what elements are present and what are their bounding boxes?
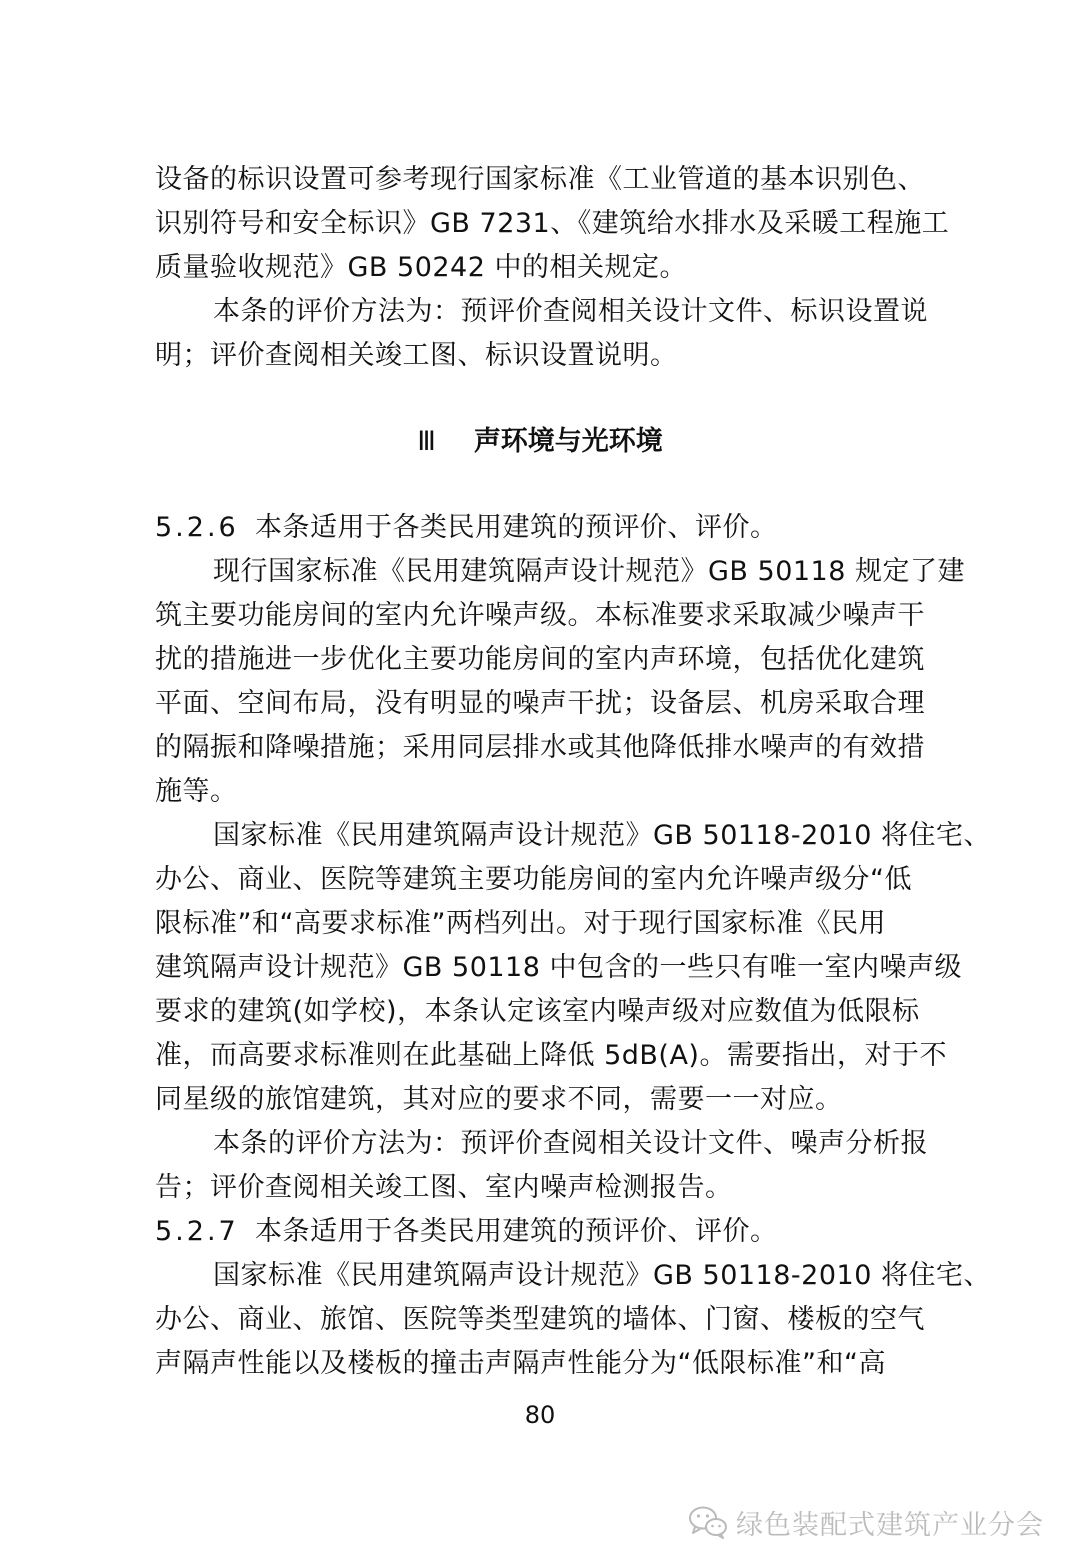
body-text-line: 告；评价查阅相关竣工图、室内噪声检测报告。 (155, 1172, 733, 1203)
section-title: 声环境与光环境 (473, 426, 663, 457)
body-text-line: 本条的评价方法为：预评价查阅相关设计文件、噪声分析报 (213, 1128, 928, 1159)
body-text-line: 同星级的旅馆建筑，其对应的要求不同，需要一一对应。 (155, 1084, 843, 1115)
body-text-line: 办公、商业、医院等建筑主要功能房间的室内允许噪声级分“低 (155, 864, 912, 895)
page-number: 80 (524, 1401, 556, 1429)
body-text-line: 限标准”和“高要求标准”两档列出。对于现行国家标准《民用 (155, 908, 886, 939)
section-numeral: Ⅲ (417, 426, 436, 457)
body-text-line: 现行国家标准《民用建筑隔声设计规范》GB 50118 规定了建 (213, 556, 966, 587)
clause-number: 5.2.6 (155, 512, 239, 543)
body-text-line: 要求的建筑(如学校)，本条认定该室内噪声级对应数值为低限标 (155, 996, 920, 1027)
watermark (688, 1502, 1044, 1542)
body-text-line: 本条的评价方法为：预评价查阅相关设计文件、标识设置说 (213, 296, 928, 327)
body-text-line: 准，而高要求标准则在此基础上降低 5dB(A)。需要指出，对于不 (155, 1040, 947, 1071)
clause-statement: 本条适用于各类民用建筑的预评价、评价。 (255, 1216, 778, 1247)
wechat-icon (688, 1505, 728, 1539)
watermark-text: 绿色装配式建筑产业分会 (736, 1509, 1044, 1541)
body-text-line: 平面、空间布局，没有明显的噪声干扰；设备层、机房采取合理 (155, 688, 925, 719)
body-text-line: 国家标准《民用建筑隔声设计规范》GB 50118-2010 将住宅、 (213, 1260, 991, 1291)
body-text-line: 建筑隔声设计规范》GB 50118 中包含的一些只有唯一室内噪声级 (155, 952, 963, 983)
clause-number: 5.2.7 (155, 1216, 239, 1247)
clause-heading-5-2-7 (155, 1210, 955, 1254)
body-text-line: 声隔声性能以及楼板的撞击声隔声性能分为“低限标准”和“高 (155, 1348, 886, 1379)
body-text-line: 施等。 (155, 776, 238, 807)
clause-statement: 本条适用于各类民用建筑的预评价、评价。 (255, 512, 778, 543)
body-text-line: 的隔振和降噪措施；采用同层排水或其他降低排水噪声的有效措 (155, 732, 925, 763)
body-text-line: 明；评价查阅相关竣工图、标识设置说明。 (155, 340, 678, 371)
clause-heading-5-2-6 (155, 506, 955, 550)
body-text-line: 办公、商业、旅馆、医院等类型建筑的墙体、门窗、楼板的空气 (155, 1304, 925, 1335)
body-text-line: 设备的标识设置可参考现行国家标准《工业管道的基本识别色、 (155, 164, 925, 195)
body-text-line: 国家标准《民用建筑隔声设计规范》GB 50118-2010 将住宅、 (213, 820, 991, 851)
body-text-line: 筑主要功能房间的室内允许噪声级。本标准要求采取减少噪声干 (155, 600, 925, 631)
body-text-line: 识别符号和安全标识》GB 7231、《建筑给水排水及采暖工程施工 (155, 208, 950, 239)
body-text-line: 扰的措施进一步优化主要功能房间的室内声环境，包括优化建筑 (155, 644, 925, 675)
section-heading (0, 420, 1080, 464)
body-text-line: 质量验收规范》GB 50242 中的相关规定。 (155, 252, 688, 283)
